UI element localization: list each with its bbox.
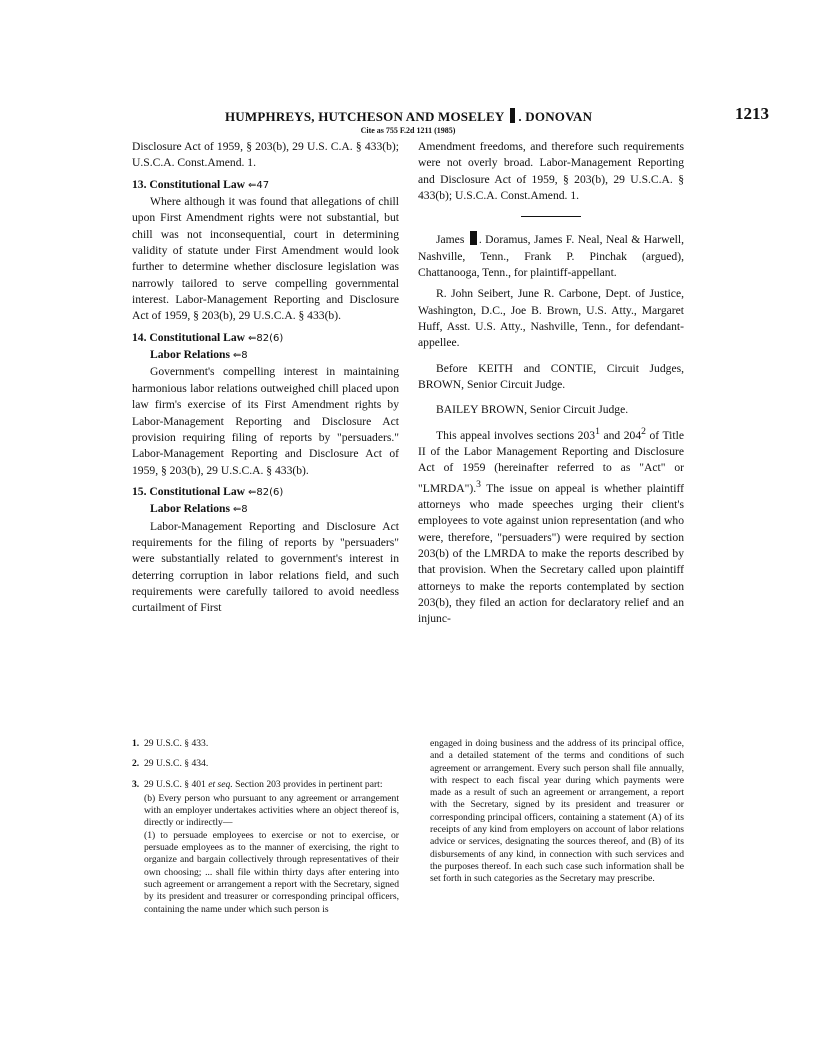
right-column	[418, 139, 684, 628]
footnote-3: 3. 29 U.S.C. § 401 et seq. Section 203 provides in pertinent part:	[132, 778, 383, 790]
headnote-15-text: Labor-Management Reporting and Disclosure Act requirements for the filing of reports by "persuaders" were substantially related to government's interest in deterring corruption in labor relations field, and such requirements were carefully tailored to avoid needless curtailment of First	[132, 519, 399, 615]
opinion-text: This appeal involves sections $203^1$ and $204^2$ of Title II of the Labor Management Reporting and Disclosure Act of 1959 (hereinafter referred to as "Act" or "LMRDA").$^3$ The issue on appeal is whether plaintiff attorneys who made speeches urging their client's employees to vote against union representation (and who were, therefore, "persuaders") were required by section 203(b) of the LMRDA to make the reports described by that provision. When the Secretary called upon plaintiff attorneys to make the reports contemplated by section 203(b), they filed an action for declaratory relief and an injunc-	[418, 425, 684, 626]
headnote-15-heading: 15. Constitutional Law ⇐82(6)	[132, 484, 284, 498]
page-number: 1213	[735, 104, 769, 123]
footnote-3-continuation: engaged in doing business and the address of its principal office, and a detailed statement of the terms and conditions of such agreement or arrangement. Every such person shall file annually, with respect to each fiscal year during which payments were made as a result of such an agreement or arrangement, a report with the Secretary, signed by its president and treasurer or corresponding principal officers, containing a statement (A) of its receipts of any kind from employers on account of labor relations advice or services, designating the sources thereof, and (B) of its disbursements of any kind, in connection with such services and the purposes thereof. In each such case such information shall be set forth in such categories as the Secretary may prescribe.	[430, 738, 684, 885]
footnote-ref: 2	[641, 425, 646, 437]
headnote-13-heading: 13. Constitutional Law ⇐47	[132, 177, 270, 191]
key-number-icon: ⇐82(6)	[247, 332, 284, 344]
opinion-author: BAILEY BROWN, Senior Circuit Judge.	[436, 403, 629, 417]
headnote-13-text: Where although it was found that allegations of chill upon First Amendment rights were not substantial, but chill was not inconsequential, court in determining validity of statute under First Amendment would look further to determine whether disclosure legislation was narrowly tailored to serve compelling governmental interest. Labor-Management Reporting and Disclosure Act of 1959, § 203(b), 29 U.S.C.A. § 433(b).	[132, 195, 399, 323]
footnote-1: 1. 29 U.S.C. § 433.	[132, 738, 209, 749]
footnote-3-quote-1: (1) to persuade employees to exercise or not to exercise, or persuade employees as to the manner of exercising, the right to organize and bargain collectively through representatives of their own choosing; ... shall file within thirty days after entering into such agreement or arrangement a report with the Secretary, signed by its president and treasurer or corresponding principal officers, containing the name under which such person is	[144, 829, 399, 915]
citation-line: Cite as 755 F.2d 1211 (1985)	[360, 126, 456, 135]
bench-line: Before KEITH and CONTIE, Circuit Judges, BROWN, Senior Circuit Judge.	[418, 361, 684, 392]
left-column	[132, 139, 399, 617]
case-title-left: HUMPHREYS, HUTCHESON AND MOSELEY	[225, 109, 504, 124]
headnote-carryover: Disclosure Act of 1959, § 203(b), 29 U.S. C.A. § 433(b); U.S.C.A. Const.Amend. 1.	[132, 140, 399, 170]
headnote-14-text: Government's compelling interest in maintaining harmonious labor relations outweighed chill placed upon law firm's exercise of its First Amendment rights by Labor-Management Reporting and Disclosure Act provision requiring filing of reports by "persuaders." Labor-Management Reporting and Disclosure Act of 1959, § 203(b), 29 U.S.C.A. § 433(b).	[132, 365, 399, 477]
footnote-ref: 1	[595, 425, 600, 437]
footnote-3-quote	[132, 793, 399, 916]
footnote-ref: 3	[476, 478, 481, 490]
key-number-icon: ⇐8	[232, 504, 248, 516]
footnotes-left	[132, 738, 399, 916]
headnote-15-continuation: Amendment freedoms, and therefore such requirements were not overly broad. Labor-Management Reporting and Disclosure Act of 1959, § 203(b), 29 U.S.C.A. § 433(b); U.S.C.A. Const.Amend. 1.	[418, 140, 684, 203]
headnote-14-heading: 14. Constitutional Law ⇐82(6)	[132, 330, 284, 344]
redaction-mark	[470, 231, 477, 245]
key-number-icon: ⇐8	[232, 350, 248, 362]
running-header	[225, 108, 592, 125]
footnotes-right	[430, 738, 684, 886]
key-number-icon: ⇐82(6)	[247, 486, 284, 498]
counsel-appellant: James . Doramus, James F. Neal, Neal & Harwell, Nashville, Tenn., Frank P. Pinchak (argued), Chattanooga, Tenn., for plaintiff-appellant.	[418, 233, 685, 280]
counsel-appellee: R. John Seibert, June R. Carbone, Dept. of Justice, Washington, D.C., Joe B. Brown, U.S. Atty., Margaret Huff, Asst. U.S. Atty., Nashville, Tenn., for defendant-appellee.	[418, 287, 684, 350]
case-title-right: . DONOVAN	[518, 109, 593, 124]
section-divider	[521, 216, 581, 217]
footnote-2: 2. 29 U.S.C. § 434.	[132, 758, 209, 770]
key-number-icon: ⇐47	[247, 179, 270, 191]
redaction-mark	[510, 108, 515, 123]
headnote-14-subheading: Labor Relations ⇐8	[150, 348, 248, 362]
footnote-3-quote-b: (b) Every person who pursuant to any agreement or arrangement with an employer undertakes activities where an object thereof is, directly or indirectly—	[144, 792, 399, 829]
headnote-15-subheading: Labor Relations ⇐8	[150, 502, 248, 516]
